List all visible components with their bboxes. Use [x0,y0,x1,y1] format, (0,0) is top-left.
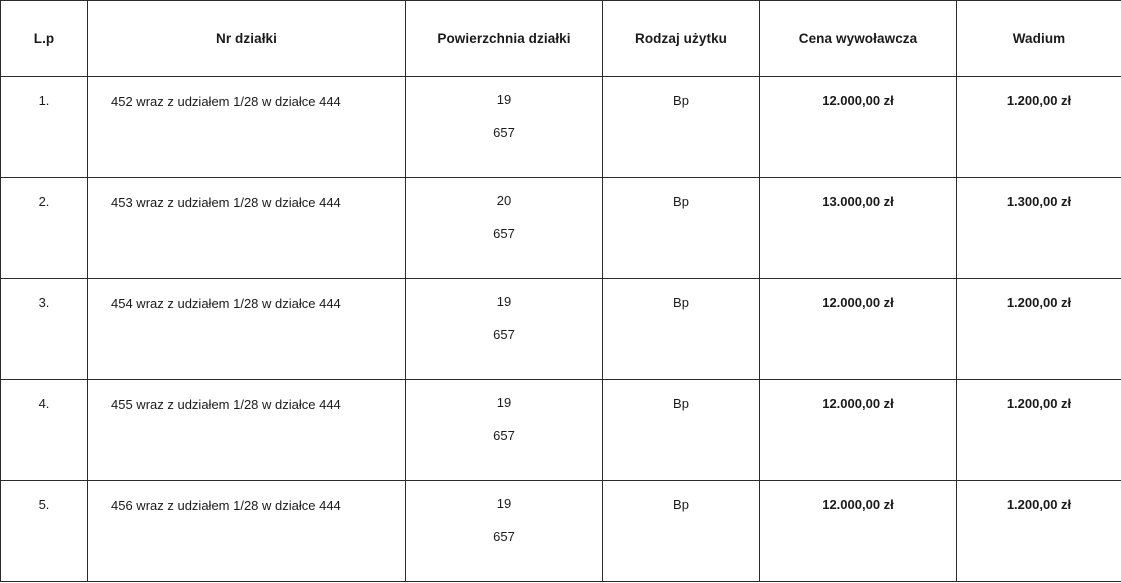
cell-parcel-area [406,178,603,279]
column-header-lp: L.p [1,1,88,77]
cell-starting-price: 13.000,00 zł [760,178,957,279]
cell-parcel-number: 452 wraz z udziałem 1/28 w działce 444 [88,77,406,178]
table-row [1,380,1121,481]
cell-parcel-area [406,77,603,178]
table-header [1,1,1121,77]
column-header-parcel-number: Nr działki [88,1,406,77]
cell-parcel-number: 453 wraz z udziałem 1/28 w działce 444 [88,178,406,279]
cell-land-use-type: Bp [603,279,760,380]
table-row [1,178,1121,279]
column-header-land-use-type: Rodzaj użytku [603,1,760,77]
cell-parcel-area-main: 19 [496,92,512,107]
cell-land-use-type: Bp [603,77,760,178]
table-row [1,279,1121,380]
cell-parcel-area-sub: 657 [493,226,515,241]
cell-parcel-area-main: 19 [496,496,512,511]
column-header-deposit: Wadium [957,1,1121,77]
cell-parcel-number: 454 wraz z udziałem 1/28 w działce 444 [88,279,406,380]
cell-parcel-area-sub: 657 [493,125,515,140]
cell-lp: 1. [1,77,88,178]
cell-parcel-area-sub: 657 [493,428,515,443]
column-header-starting-price: Cena wywoławcza [760,1,957,77]
cell-parcel-area-main: 20 [496,193,512,208]
cell-lp: 4. [1,380,88,481]
cell-lp: 5. [1,481,88,582]
cell-deposit: 1.200,00 zł [957,481,1121,582]
cell-parcel-area-main: 19 [496,395,512,410]
cell-deposit: 1.200,00 zł [957,279,1121,380]
cell-starting-price: 12.000,00 zł [760,380,957,481]
table-row [1,481,1121,582]
cell-parcel-number: 455 wraz z udziałem 1/28 w działce 444 [88,380,406,481]
cell-starting-price: 12.000,00 zł [760,77,957,178]
cell-parcel-area-sub: 657 [493,327,515,342]
cell-land-use-type: Bp [603,481,760,582]
cell-deposit: 1.200,00 zł [957,380,1121,481]
cell-land-use-type: Bp [603,178,760,279]
cell-deposit: 1.300,00 zł [957,178,1121,279]
cell-land-use-type: Bp [603,380,760,481]
cell-parcel-number: 456 wraz z udziałem 1/28 w działce 444 [88,481,406,582]
cell-parcel-area [406,380,603,481]
cell-starting-price: 12.000,00 zł [760,481,957,582]
cell-lp: 2. [1,178,88,279]
table-body [1,77,1121,582]
table-row [1,77,1121,178]
cell-parcel-area [406,279,603,380]
cell-parcel-area-sub: 657 [493,529,515,544]
cell-parcel-area-main: 19 [496,294,512,309]
column-header-parcel-area: Powierzchnia działki [406,1,603,77]
cell-deposit: 1.200,00 zł [957,77,1121,178]
cell-starting-price: 12.000,00 zł [760,279,957,380]
cell-lp: 3. [1,279,88,380]
table-header-row [1,1,1121,77]
cell-parcel-area [406,481,603,582]
